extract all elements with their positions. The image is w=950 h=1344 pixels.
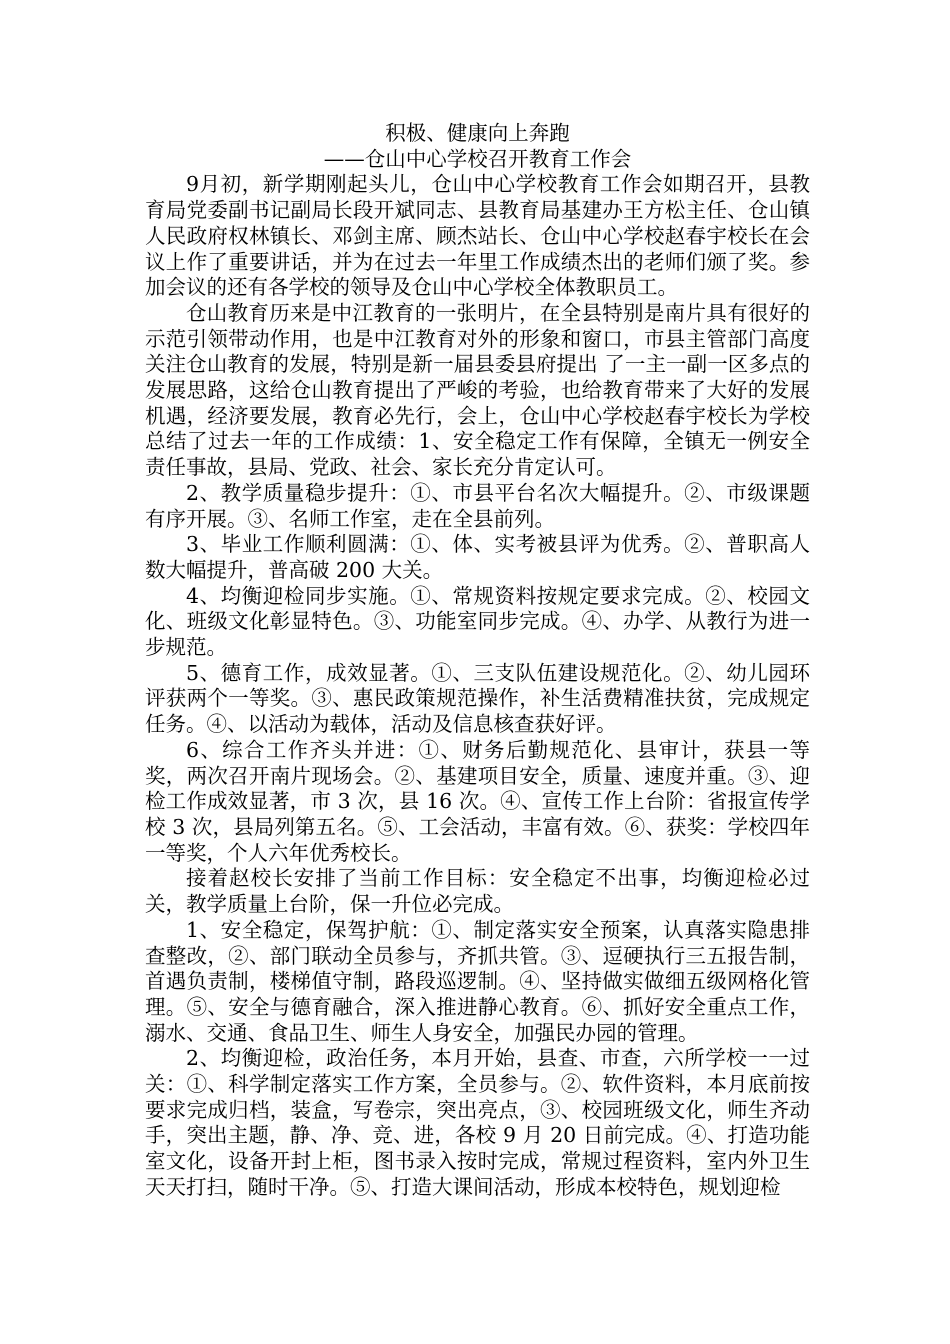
document-subtitle: ——仓山中心学校召开教育工作会: [323, 146, 632, 171]
paragraph-item-4: 4、均衡迎检同步实施。①、常规资料按规定要求完成。②、校园文化、班级文化彰显特色。③、功能室同步完成。④、办学、从教行为进一步规范。: [145, 583, 810, 660]
paragraph-item-5: 5、德育工作，成效显著。①、三支队伍建设规范化。②、幼儿园环评获两个一等奖。③、惠民政策规范操作，补生活费精准扶贫，完成规定任务。④、以活动为载体，活动及信息核查获好评。: [145, 660, 810, 737]
paragraph-item-3: 3、毕业工作顺利圆满：①、体、实考被县评为优秀。②、普职高人数大幅提升，普高破 200 大关。: [145, 532, 810, 582]
paragraph-safety: 1、安全稳定，保驾护航：①、制定落实安全预案，认真落实隐患排查整改，②、部门联动全员参与，齐抓共管。③、逗硬执行三五报告制，首遇负责制，楼梯值守制，路段巡逻制。④、坚持做实做细五级网格化管理。⑤、安全与德育融合，深入推进静心教育。⑥、抓好安全重点工作，溺水、交通、食品卫生、师生人身安全，加强民办园的管理。: [145, 917, 810, 1045]
paragraph-item-2: 2、教学质量稳步提升：①、市县平台名次大幅提升。②、市级课题有序开展。③、名师工作室，走在全县前列。: [145, 480, 810, 531]
paragraph-intro: 9月初，新学期刚起头儿，仓山中心学校教育工作会如期召开，县教育局党委副书记副局长段开斌同志、县教育局基建办王方松主任、仓山镇人民政府权林镇长、邓剑主席、顾杰站长、仓山中心学校赵春宇校长在会议上作了重要讲话，并为在过去一年里工作成绩杰出的老师们颁了奖。参加会议的还有各学校的领导及仓山中心学校全体教职员工。: [145, 172, 810, 300]
document-title: 积极、健康向上奔跑: [385, 121, 570, 145]
paragraph-goals: 接着赵校长安排了当前工作目标：安全稳定不出事，均衡迎检必过关，教学质量上台阶，保一升位必完成。: [145, 866, 810, 917]
paragraph-balance-inspection: 2、均衡迎检，政治任务，本月开始，县查、市查，六所学校一一过关：①、科学制定落实工作方案，全员参与。②、软件资料，本月底前按要求完成归档，装盒，写卷宗，突出亮点，③、校园班级文化，师生齐动手，突出主题，静、净、竞、进，各校 9 月 20 日前完成。④、打造功能室文化，设备开封上柜，图书录入按时完成，常规过程资料，室内外卫生天天打扫，随时干净。⑤、打造大课间活动，形成本校特色，规划迎检: [145, 1046, 810, 1199]
document-page: [145, 121, 810, 1201]
paragraph-background: 仓山教育历来是中江教育的一张明片，在全县特别是南片具有很好的示范引领带动作用，也是中江教育对外的形象和窗口，市县主管部门高度关注仓山教育的发展，特别是新一届县委县府提出 了一主一副一区多点的发展思路，这给仓山教育提出了严峻的考验，也给教育带来了大好的发展机遇，经济要发展，教育必先行，会上，仓山中心学校赵春宇校长为学校总结了过去一年的工作成绩：1、安全稳定工作有保障，全镇无一例安全责任事故，县局、党政、社会、家长充分肯定认可。: [145, 300, 810, 480]
paragraph-item-6: 6、综合工作齐头并进：①、财务后勤规范化、县审计，获县一等奖，两次召开南片现场会。②、基建项目安全，质量、速度并重。③、迎检工作成效显著，市 3 次，县 16 次。④、宣传工作上台阶：省报宣传学校 3 次，县局列第五名。⑤、工会活动，丰富有效。⑥、获奖：学校四年一等奖，个人六年优秀校长。: [145, 737, 810, 865]
